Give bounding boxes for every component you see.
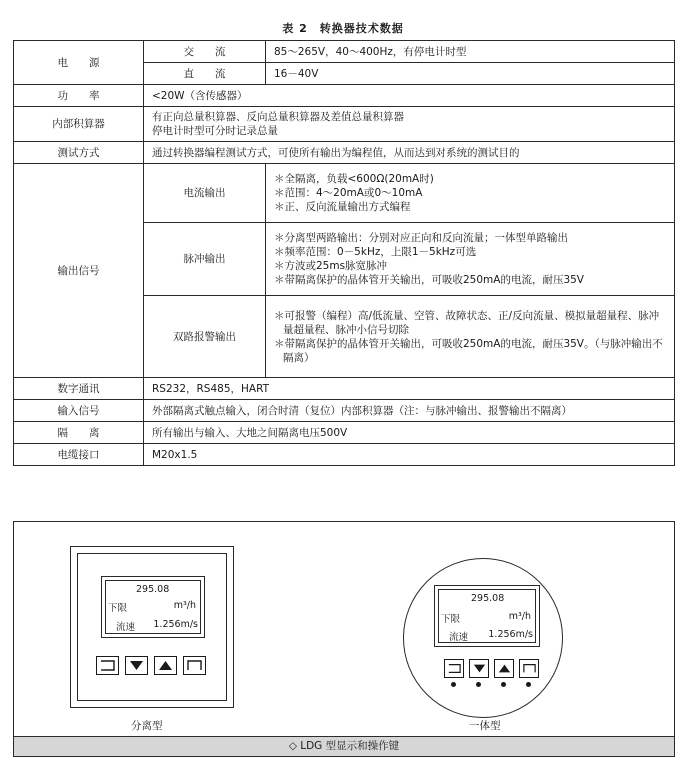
figure-caption: ◇ LDG 型显示和操作键 bbox=[14, 736, 674, 756]
key-indicator-dot bbox=[526, 682, 531, 687]
power-supply-label: 电 源 bbox=[14, 41, 144, 85]
key-indicator-dot bbox=[451, 682, 456, 687]
test-mode-label: 测试方式 bbox=[14, 142, 144, 164]
lcd-display bbox=[434, 585, 540, 647]
lcd-speed-value: 1.256m/s bbox=[488, 629, 533, 640]
list-item: ＊带隔离保护的晶体管开关输出，可吸收250mA的电流，耐压35V。（与脉冲输出不隔离） bbox=[274, 337, 663, 364]
enter-icon bbox=[187, 660, 202, 671]
totalizer-line: 有正向总量积算器、反向总量积算器及差值总量积算器 bbox=[152, 111, 404, 123]
table-row bbox=[14, 142, 675, 164]
lcd-speed-label: 流速 bbox=[116, 622, 136, 633]
return-key[interactable] bbox=[444, 659, 464, 678]
down-arrow-icon bbox=[129, 660, 144, 671]
spec-table bbox=[13, 40, 675, 466]
isolation-value: 所有输出与输入、大地之间隔离电压500V bbox=[144, 422, 675, 444]
output-label: 输出信号 bbox=[14, 164, 144, 378]
pulse-output-items bbox=[266, 223, 675, 296]
current-output-label: 电流输出 bbox=[144, 164, 266, 223]
list-item: ＊带隔离保护的晶体管开关输出，可吸收250mA的电流，耐压35V bbox=[274, 274, 584, 286]
pulse-output-label: 脉冲输出 bbox=[144, 223, 266, 296]
up-arrow-icon bbox=[498, 663, 511, 674]
cable-label: 电缆接口 bbox=[14, 444, 144, 466]
down-key[interactable] bbox=[125, 656, 148, 675]
table-row bbox=[14, 422, 675, 444]
integrated-type-label: 一体型 bbox=[469, 720, 501, 732]
list-item: ＊正、反向流量输出方式编程 bbox=[274, 201, 411, 213]
lcd-limit-label: 下限 bbox=[441, 614, 461, 625]
comm-value: RS232，RS485，HART bbox=[144, 378, 675, 400]
list-item: ＊方波或25ms脉宽脉冲 bbox=[274, 260, 388, 272]
table-row bbox=[14, 85, 675, 107]
return-icon bbox=[100, 660, 115, 671]
lcd-unit: m³/h bbox=[508, 611, 531, 622]
lcd-unit: m³/h bbox=[173, 600, 196, 611]
list-item: ＊分离型两路输出：分别对应正向和反向流量；一体型单路输出 bbox=[274, 232, 568, 244]
input-label: 输入信号 bbox=[14, 400, 144, 422]
lcd-limit-label: 下限 bbox=[108, 603, 128, 614]
lcd-speed-value: 1.256m/s bbox=[153, 619, 198, 630]
display-figure bbox=[13, 521, 675, 757]
enter-key[interactable] bbox=[519, 659, 539, 678]
dc-value: 16－40V bbox=[266, 63, 675, 85]
ac-label: 交 流 bbox=[144, 41, 266, 63]
separate-type-label: 分离型 bbox=[131, 720, 163, 732]
comm-label: 数字通讯 bbox=[14, 378, 144, 400]
return-key[interactable] bbox=[96, 656, 119, 675]
alarm-output-items bbox=[266, 296, 675, 378]
lcd-total: 295.08 bbox=[136, 584, 170, 595]
key-indicator-dot bbox=[501, 682, 506, 687]
dc-label: 直 流 bbox=[144, 63, 266, 85]
totalizer-line: 停电计时型可分时记录总量 bbox=[152, 125, 278, 137]
totalizer-value bbox=[144, 107, 675, 142]
list-item: ＊频率范围：0－5kHz，上限1－5kHz可选 bbox=[274, 246, 477, 258]
cable-value: M20x1.5 bbox=[144, 444, 675, 466]
list-item: ＊全隔离，负载<600Ω(20mA时) bbox=[274, 173, 434, 185]
alarm-output-label: 双路报警输出 bbox=[144, 296, 266, 378]
power-label: 功 率 bbox=[14, 85, 144, 107]
table-row bbox=[14, 378, 675, 400]
up-arrow-icon bbox=[158, 660, 173, 671]
totalizer-label: 内部积算器 bbox=[14, 107, 144, 142]
table-row bbox=[14, 444, 675, 466]
isolation-label: 隔 离 bbox=[14, 422, 144, 444]
lcd-total: 295.08 bbox=[471, 593, 505, 604]
table-row bbox=[14, 107, 675, 142]
list-item: ＊可报警（编程）高/低流量、空管、故障状态、正/反向流量、模拟量超量程、脉冲量超量程、脉冲小信号切除 bbox=[274, 309, 660, 336]
enter-key[interactable] bbox=[183, 656, 206, 675]
up-key[interactable] bbox=[154, 656, 177, 675]
table-row bbox=[14, 164, 675, 223]
table-row bbox=[14, 41, 675, 63]
test-mode-value: 通过转换器编程测试方式，可使所有输出为编程值，从而达到对系统的测试目的 bbox=[144, 142, 675, 164]
current-output-items bbox=[266, 164, 675, 223]
lcd-display bbox=[101, 576, 205, 638]
list-item: ＊范围：4～20mA或0～10mA bbox=[274, 187, 423, 199]
ac-value: 85～265V，40～400Hz，有停电计时型 bbox=[266, 41, 675, 63]
table-row bbox=[14, 400, 675, 422]
input-value: 外部隔离式触点输入，闭合时清（复位）内部积算器（注：与脉冲输出、报警输出不隔离） bbox=[144, 400, 675, 422]
down-key[interactable] bbox=[469, 659, 489, 678]
down-arrow-icon bbox=[473, 663, 486, 674]
lcd-speed-label: 流速 bbox=[449, 632, 469, 643]
key-indicator-dot bbox=[476, 682, 481, 687]
power-value: <20W（含传感器） bbox=[144, 85, 675, 107]
table-caption: 表 2 转换器技术数据 bbox=[282, 22, 404, 35]
up-key[interactable] bbox=[494, 659, 514, 678]
return-icon bbox=[448, 663, 461, 674]
enter-icon bbox=[523, 663, 536, 674]
